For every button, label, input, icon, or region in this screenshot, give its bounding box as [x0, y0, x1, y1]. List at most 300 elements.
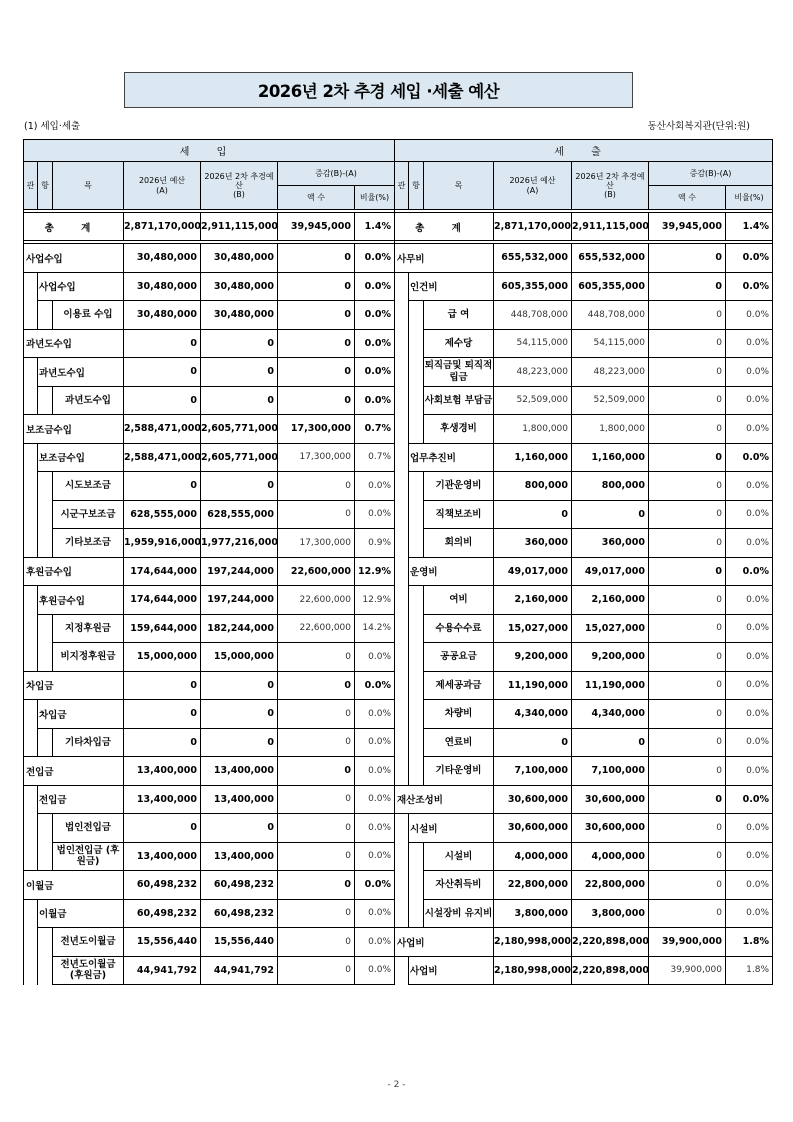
cell-a: 54,115,000 [494, 329, 572, 358]
cell-b: 0 [572, 728, 649, 757]
cell-d: 0 [278, 643, 355, 672]
hang-name: 사업수입 [38, 272, 124, 301]
mok-name: 비지정후원금 [53, 643, 124, 672]
indent-cell [395, 472, 409, 501]
mok-name: 법인전입금 [53, 814, 124, 843]
cell-b: 3,800,000 [572, 899, 649, 928]
cell-d: 17,300,000 [278, 415, 355, 444]
cell-r: 0.0% [726, 871, 773, 900]
cell-d: 0 [649, 728, 726, 757]
cell-a: 0 [494, 500, 572, 529]
cell-r: 0.0% [355, 643, 395, 672]
cell-r: 0.0% [726, 272, 773, 301]
cell-r: 0.0% [355, 871, 395, 900]
indent-cell [38, 728, 53, 757]
cell-r: 1.8% [726, 956, 773, 985]
gwan-name: 사업비 [395, 928, 494, 957]
indent-cell [395, 614, 409, 643]
indent-cell [395, 329, 409, 358]
cell-d: 0 [649, 301, 726, 330]
indent-cell [24, 728, 38, 757]
mok-name: 후생경비 [424, 415, 494, 444]
indent-cell [395, 272, 409, 301]
ratio-header: 비율(%) [726, 186, 773, 210]
cell-a: 0 [124, 358, 201, 387]
cell-b: 0 [201, 472, 278, 501]
cell-r: 0.0% [726, 899, 773, 928]
cell-b: 15,556,440 [201, 928, 278, 957]
indent-cell [38, 956, 53, 985]
cell-a: 2,180,998,000 [494, 956, 572, 985]
cell-d: 0 [278, 500, 355, 529]
organization-unit-label: 동산사회복지관(단위:원) [647, 121, 750, 132]
table-row [24, 956, 773, 985]
indent-cell [38, 500, 53, 529]
cell-d: 0 [649, 415, 726, 444]
cell-a: 4,340,000 [494, 700, 572, 729]
cell-a: 30,600,000 [494, 785, 572, 814]
cell-d: 0 [649, 500, 726, 529]
cell-r: 0.0% [726, 728, 773, 757]
cell-r: 0.0% [355, 358, 395, 387]
gwan-name: 후원금수입 [24, 557, 124, 586]
cell-a: 0 [124, 472, 201, 501]
cell-r: 12.9% [355, 586, 395, 615]
mok-name: 시설장비 유지비 [424, 899, 494, 928]
cell-d: 17,300,000 [278, 443, 355, 472]
cell-r: 0.0% [726, 329, 773, 358]
indent-cell [409, 472, 424, 501]
hang-name: 전입금 [38, 785, 124, 814]
indent-cell [395, 814, 409, 843]
table-row [24, 899, 773, 928]
gwan-name: 과년도수입 [24, 329, 124, 358]
cell-a: 1,959,916,000 [124, 529, 201, 558]
budget-b-header: 2026년 2차 추경예산 (B) [572, 162, 649, 210]
cell-a: 0 [124, 814, 201, 843]
table-row [24, 728, 773, 757]
cell-b: 15,027,000 [572, 614, 649, 643]
cell-d: 0 [649, 814, 726, 843]
indent-cell [24, 472, 38, 501]
indent-cell [38, 928, 53, 957]
cell-r: 0.0% [726, 842, 773, 871]
hang-name: 운영비 [409, 557, 494, 586]
cell-b: 13,400,000 [201, 757, 278, 786]
cell-a: 605,355,000 [494, 272, 572, 301]
indent-cell [395, 301, 409, 330]
cell-r: 0.0% [726, 757, 773, 786]
cell-r: 0.0% [726, 301, 773, 330]
cell-d: 0 [649, 700, 726, 729]
mok-name: 제세공과금 [424, 671, 494, 700]
cell-a: 15,000,000 [124, 643, 201, 672]
indent-cell [409, 529, 424, 558]
cell: 2,871,170,000 [124, 213, 201, 241]
table-row [24, 700, 773, 729]
indent-cell [409, 871, 424, 900]
cell-d: 0 [649, 557, 726, 586]
budget-table [23, 139, 773, 985]
cell-r: 0.0% [726, 415, 773, 444]
mok-name: 수용수수료 [424, 614, 494, 643]
cell-a: 1,800,000 [494, 415, 572, 444]
diff-header: 증감(B)-(A) [278, 162, 395, 186]
cell-a: 13,400,000 [124, 757, 201, 786]
cell-r: 0.0% [355, 244, 395, 273]
page-number: - 2 - [387, 1080, 406, 1090]
indent-cell [409, 301, 424, 330]
indent-cell [38, 643, 53, 672]
indent-cell [24, 358, 38, 387]
mok-name: 차량비 [424, 700, 494, 729]
indent-cell [395, 842, 409, 871]
cell-b: 49,017,000 [572, 557, 649, 586]
cell-d: 0 [649, 443, 726, 472]
gwan-name: 이월금 [24, 871, 124, 900]
indent-cell [38, 614, 53, 643]
indent-cell [38, 529, 53, 558]
cell-r: 0.0% [726, 443, 773, 472]
cell-d: 22,600,000 [278, 614, 355, 643]
mok-name: 시설비 [424, 842, 494, 871]
table-row [24, 329, 773, 358]
cell-b: 60,498,232 [201, 899, 278, 928]
gwan-header: 관 [24, 162, 38, 210]
page-title: 2026년 2차 추경 세입 ·세출 예산 [124, 72, 633, 108]
cell-a: 13,400,000 [124, 785, 201, 814]
cell-a: 9,200,000 [494, 643, 572, 672]
cell-d: 0 [278, 956, 355, 985]
cell: 1.4% [355, 213, 395, 241]
cell-r: 0.0% [726, 700, 773, 729]
cell-a: 11,190,000 [494, 671, 572, 700]
mok-name: 기타운영비 [424, 757, 494, 786]
indent-cell [24, 500, 38, 529]
table-row [24, 814, 773, 843]
indent-cell [24, 614, 38, 643]
cell-r: 0.0% [355, 472, 395, 501]
cell-d: 0 [649, 329, 726, 358]
gwan-name: 사업수입 [24, 244, 124, 273]
indent-cell [395, 671, 409, 700]
cell-r: 0.7% [355, 443, 395, 472]
cell-b: 605,355,000 [572, 272, 649, 301]
cell-d: 0 [278, 671, 355, 700]
cell-r: 0.0% [355, 386, 395, 415]
cell-d: 0 [649, 358, 726, 387]
cell-r: 12.9% [355, 557, 395, 586]
table-row [24, 415, 773, 444]
cell-b: 628,555,000 [201, 500, 278, 529]
cell-d: 0 [649, 272, 726, 301]
mok-name: 사회보험 부담금 [424, 386, 494, 415]
table-row [24, 443, 773, 472]
mok-name: 기타보조금 [53, 529, 124, 558]
cell-d: 22,600,000 [278, 586, 355, 615]
table-row [24, 671, 773, 700]
cell-b: 13,400,000 [201, 842, 278, 871]
cell-r: 0.0% [355, 728, 395, 757]
cell-b: 182,244,000 [201, 614, 278, 643]
hang-name: 보조금수입 [38, 443, 124, 472]
indent-cell [24, 386, 38, 415]
cell-a: 60,498,232 [124, 899, 201, 928]
cell-a: 0 [124, 329, 201, 358]
cell-b: 2,605,771,000 [201, 415, 278, 444]
cell-a: 22,800,000 [494, 871, 572, 900]
cell-a: 30,480,000 [124, 301, 201, 330]
indent-cell [395, 728, 409, 757]
indent-cell [24, 443, 38, 472]
cell-a: 2,588,471,000 [124, 443, 201, 472]
cell-r: 0.0% [726, 386, 773, 415]
cell-b: 0 [201, 814, 278, 843]
indent-cell [395, 529, 409, 558]
indent-cell [409, 728, 424, 757]
indent-cell [395, 443, 409, 472]
cell-b: 15,000,000 [201, 643, 278, 672]
cell: 2,871,170,000 [494, 213, 572, 241]
table-row [24, 301, 773, 330]
cell-b: 1,800,000 [572, 415, 649, 444]
indent-cell [395, 757, 409, 786]
budget-a-header: 2026년 예산 (A) [494, 162, 572, 210]
table-row [24, 757, 773, 786]
mok-name: 제수당 [424, 329, 494, 358]
cell-a: 44,941,792 [124, 956, 201, 985]
cell-d: 0 [278, 301, 355, 330]
hang-name: 과년도수입 [38, 358, 124, 387]
cell-b: 30,600,000 [572, 814, 649, 843]
cell-d: 0 [278, 272, 355, 301]
cell-d: 0 [649, 586, 726, 615]
cell-r: 0.0% [726, 671, 773, 700]
cell: 39,945,000 [278, 213, 355, 241]
indent-cell [409, 614, 424, 643]
cell-d: 0 [278, 871, 355, 900]
cell-r: 0.0% [726, 785, 773, 814]
cell-b: 2,220,898,000 [572, 928, 649, 957]
cell: 2,911,115,000 [572, 213, 649, 241]
cell-b: 2,160,000 [572, 586, 649, 615]
indent-cell [24, 301, 38, 330]
cell-a: 4,000,000 [494, 842, 572, 871]
cell-r: 0.0% [726, 529, 773, 558]
indent-cell [395, 386, 409, 415]
cell-d: 0 [278, 785, 355, 814]
hang-name: 차입금 [38, 700, 124, 729]
cell-b: 30,480,000 [201, 272, 278, 301]
cell-b: 360,000 [572, 529, 649, 558]
cell-a: 360,000 [494, 529, 572, 558]
mok-name: 이용료 수입 [53, 301, 124, 330]
indent-cell [24, 643, 38, 672]
mok-name: 시군구보조금 [53, 500, 124, 529]
cell-r: 0.0% [355, 272, 395, 301]
cell-r: 0.0% [355, 814, 395, 843]
indent-cell [38, 814, 53, 843]
indent-cell [409, 329, 424, 358]
table-row [24, 244, 773, 273]
indent-cell [395, 586, 409, 615]
cell-b: 655,532,000 [572, 244, 649, 273]
cell-d: 0 [649, 643, 726, 672]
cell-d: 0 [278, 728, 355, 757]
cell-r: 0.0% [355, 329, 395, 358]
cell-r: 0.7% [355, 415, 395, 444]
cell-d: 0 [278, 928, 355, 957]
cell-r: 0.0% [726, 614, 773, 643]
revenue-header: 세 입 [24, 140, 395, 162]
table-row [24, 557, 773, 586]
cell-d: 0 [649, 757, 726, 786]
indent-cell [409, 500, 424, 529]
indent-cell [409, 386, 424, 415]
cell-b: 52,509,000 [572, 386, 649, 415]
diff-header: 증감(B)-(A) [649, 162, 773, 186]
cell-r: 0.0% [355, 757, 395, 786]
indent-cell [24, 272, 38, 301]
cell-d: 0 [278, 899, 355, 928]
cell-a: 0 [124, 671, 201, 700]
indent-cell [24, 899, 38, 928]
hang-name: 이월금 [38, 899, 124, 928]
cell-d: 17,300,000 [278, 529, 355, 558]
cell-r: 0.0% [355, 842, 395, 871]
indent-cell [24, 529, 38, 558]
table-row [24, 586, 773, 615]
cell-d: 39,900,000 [649, 928, 726, 957]
indent-cell [38, 842, 53, 871]
mok-name: 시도보조금 [53, 472, 124, 501]
cell-b: 2,605,771,000 [201, 443, 278, 472]
total-label: 총 계 [395, 213, 494, 241]
cell-a: 1,160,000 [494, 443, 572, 472]
mok-header: 목 [424, 162, 494, 210]
cell-d: 0 [278, 244, 355, 273]
cell-r: 0.0% [355, 700, 395, 729]
cell-a: 174,644,000 [124, 557, 201, 586]
cell-b: 1,160,000 [572, 443, 649, 472]
table-row [24, 386, 773, 415]
ratio-header: 비율(%) [355, 186, 395, 210]
cell-a: 0 [124, 728, 201, 757]
cell-d: 0 [278, 814, 355, 843]
cell-d: 0 [278, 757, 355, 786]
cell-d: 0 [649, 842, 726, 871]
indent-cell [24, 842, 38, 871]
mok-name: 전년도이월금 (후원금) [53, 956, 124, 985]
cell-r: 0.0% [355, 301, 395, 330]
section-label: (1) 세입·세출 [24, 121, 81, 132]
cell-r: 0.0% [726, 557, 773, 586]
hang-name: 사업비 [409, 956, 494, 985]
indent-cell [409, 842, 424, 871]
cell-r: 0.0% [726, 500, 773, 529]
cell-b: 60,498,232 [201, 871, 278, 900]
indent-cell [24, 814, 38, 843]
cell-r: 0.0% [355, 500, 395, 529]
hang-name: 인건비 [409, 272, 494, 301]
cell-r: 14.2% [355, 614, 395, 643]
cell-b: 22,800,000 [572, 871, 649, 900]
indent-cell [395, 500, 409, 529]
mok-name: 공공요금 [424, 643, 494, 672]
mok-name: 과년도수입 [53, 386, 124, 415]
indent-cell [24, 700, 38, 729]
cell-d: 0 [278, 700, 355, 729]
indent-cell [409, 358, 424, 387]
expense-header: 세 출 [395, 140, 773, 162]
cell-b: 800,000 [572, 472, 649, 501]
indent-cell [24, 928, 38, 957]
table-row [24, 842, 773, 871]
table-row [24, 928, 773, 957]
cell-d: 0 [278, 358, 355, 387]
cell-a: 159,644,000 [124, 614, 201, 643]
cell-a: 2,160,000 [494, 586, 572, 615]
mok-name: 법인전입금 (후원금) [53, 842, 124, 871]
indent-cell [38, 386, 53, 415]
cell-a: 628,555,000 [124, 500, 201, 529]
cell-b: 0 [201, 728, 278, 757]
cell-a: 800,000 [494, 472, 572, 501]
cell-r: 0.0% [355, 785, 395, 814]
total-row [24, 213, 773, 241]
table-row [24, 643, 773, 672]
cell-b: 2,220,898,000 [572, 956, 649, 985]
cell-d: 0 [649, 899, 726, 928]
cell-r: 0.0% [355, 671, 395, 700]
mok-name: 급 여 [424, 301, 494, 330]
cell-a: 60,498,232 [124, 871, 201, 900]
cell-a: 30,480,000 [124, 272, 201, 301]
indent-cell [24, 785, 38, 814]
cell-r: 0.0% [726, 244, 773, 273]
cell-b: 0 [201, 386, 278, 415]
cell-r: 1.8% [726, 928, 773, 957]
cell-a: 0 [494, 728, 572, 757]
cell: 39,945,000 [649, 213, 726, 241]
cell-b: 197,244,000 [201, 586, 278, 615]
cell-d: 0 [649, 871, 726, 900]
cell-b: 13,400,000 [201, 785, 278, 814]
indent-cell [409, 643, 424, 672]
indent-cell [409, 700, 424, 729]
gwan-name: 전입금 [24, 757, 124, 786]
budget-b-header: 2026년 2차 추경예산 (B) [201, 162, 278, 210]
cell-b: 30,480,000 [201, 301, 278, 330]
indent-cell [409, 757, 424, 786]
cell-d: 0 [649, 614, 726, 643]
cell-d: 22,600,000 [278, 557, 355, 586]
indent-cell [395, 358, 409, 387]
cell-b: 44,941,792 [201, 956, 278, 985]
cell-a: 13,400,000 [124, 842, 201, 871]
cell-d: 0 [278, 842, 355, 871]
hang-name: 후원금수입 [38, 586, 124, 615]
cell-r: 0.0% [355, 899, 395, 928]
cell-d: 39,900,000 [649, 956, 726, 985]
mok-name: 자산취득비 [424, 871, 494, 900]
indent-cell [395, 871, 409, 900]
cell-b: 448,708,000 [572, 301, 649, 330]
mok-header: 목 [53, 162, 124, 210]
mok-name: 직책보조비 [424, 500, 494, 529]
indent-cell [409, 671, 424, 700]
cell-a: 0 [124, 700, 201, 729]
